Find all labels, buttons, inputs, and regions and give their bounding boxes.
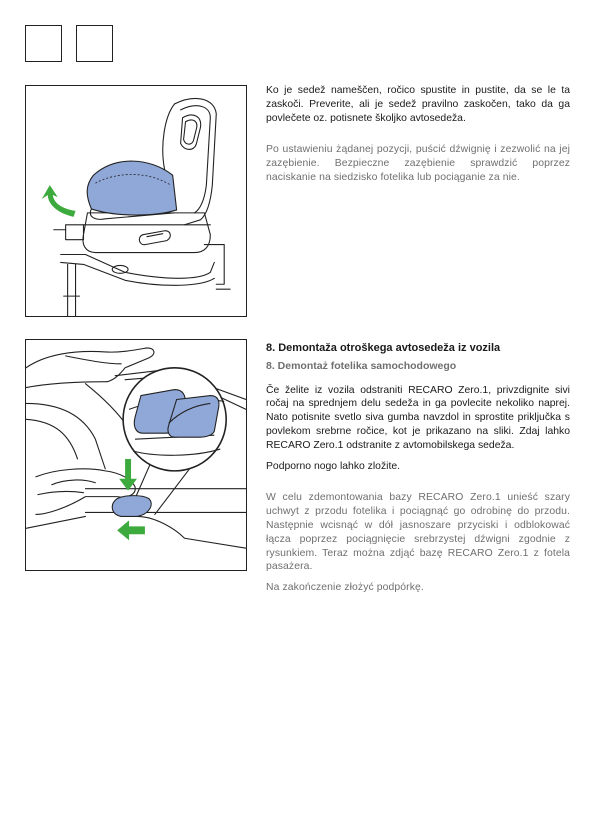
release-button-blue bbox=[112, 496, 151, 517]
left-arrow-icon bbox=[117, 520, 145, 540]
section-2-text bbox=[266, 342, 570, 602]
section-1-text bbox=[266, 84, 570, 192]
seat-shell-blue bbox=[87, 161, 176, 215]
paragraph-polish-2: W celu zdemontowania bazy RECARO Zero.1 unieść szary uchwyt z przodu fotelika i pociągnąć go odrobinę do przodu. Następnie wcisnąć w dół jasnoszare przyciski i odblokować łącza poprzez pociągnięcie srebrzystej dźwigni zgodnie z rysunkiem. Teraz można zdjąć bazę RECARO Zero.1 z fotela pasażera. bbox=[266, 492, 570, 573]
paragraph-slovenian-1: Ko je sedež nameščen, ročico spustite in pustite, da se le ta zaskoči. Preverite, ali je sedež pravilno zaskočen, tako da ga povlečete oz. potisnete školjko avtosedeža. bbox=[266, 85, 570, 124]
green-arrow-icon bbox=[42, 185, 76, 217]
removal-illustration bbox=[26, 340, 246, 570]
paragraph-slovenian-3: Podporno nogo lahko zložite. bbox=[266, 460, 401, 472]
zoom-button-right bbox=[168, 396, 219, 438]
page-marker-box-2 bbox=[76, 25, 113, 62]
paragraph-polish-1: Po ustawieniu żądanej pozycji, puścić dźwignię i zezwolić na jej zazębienie. Bezpieczne zazębienie sprawdzić poprzez naciskanie na siedzisko fotelika lub pociąganie za nie. bbox=[266, 144, 570, 183]
heading-polish: 8. Demontaż fotelika samochodowego bbox=[266, 359, 457, 372]
seat-illustration bbox=[26, 86, 246, 316]
figure-removal-detail bbox=[25, 339, 247, 571]
paragraph-polish-3: Na zakończenie złożyć podpórkę. bbox=[266, 582, 424, 594]
heading-slovenian: 8. Demontaža otroškega avtosedeža iz vozila bbox=[266, 342, 501, 354]
paragraph-slovenian-2: Če želite iz vozila odstraniti RECARO Zero.1, privzdignite sivi ročaj na sprednjem delu sedeža in ga povlecite nekoliko naprej. Nato potisnite svetlo siva gumba navzdol in sprostite priključka s povlekom srebrne ročice, kot je prikazano na sliki. Zdaj lahko RECARO Zero.1 odstranite z avtomobilskega sedeža. bbox=[266, 384, 570, 451]
page-marker-box-1 bbox=[25, 25, 62, 62]
figure-seat-installed bbox=[25, 85, 247, 317]
